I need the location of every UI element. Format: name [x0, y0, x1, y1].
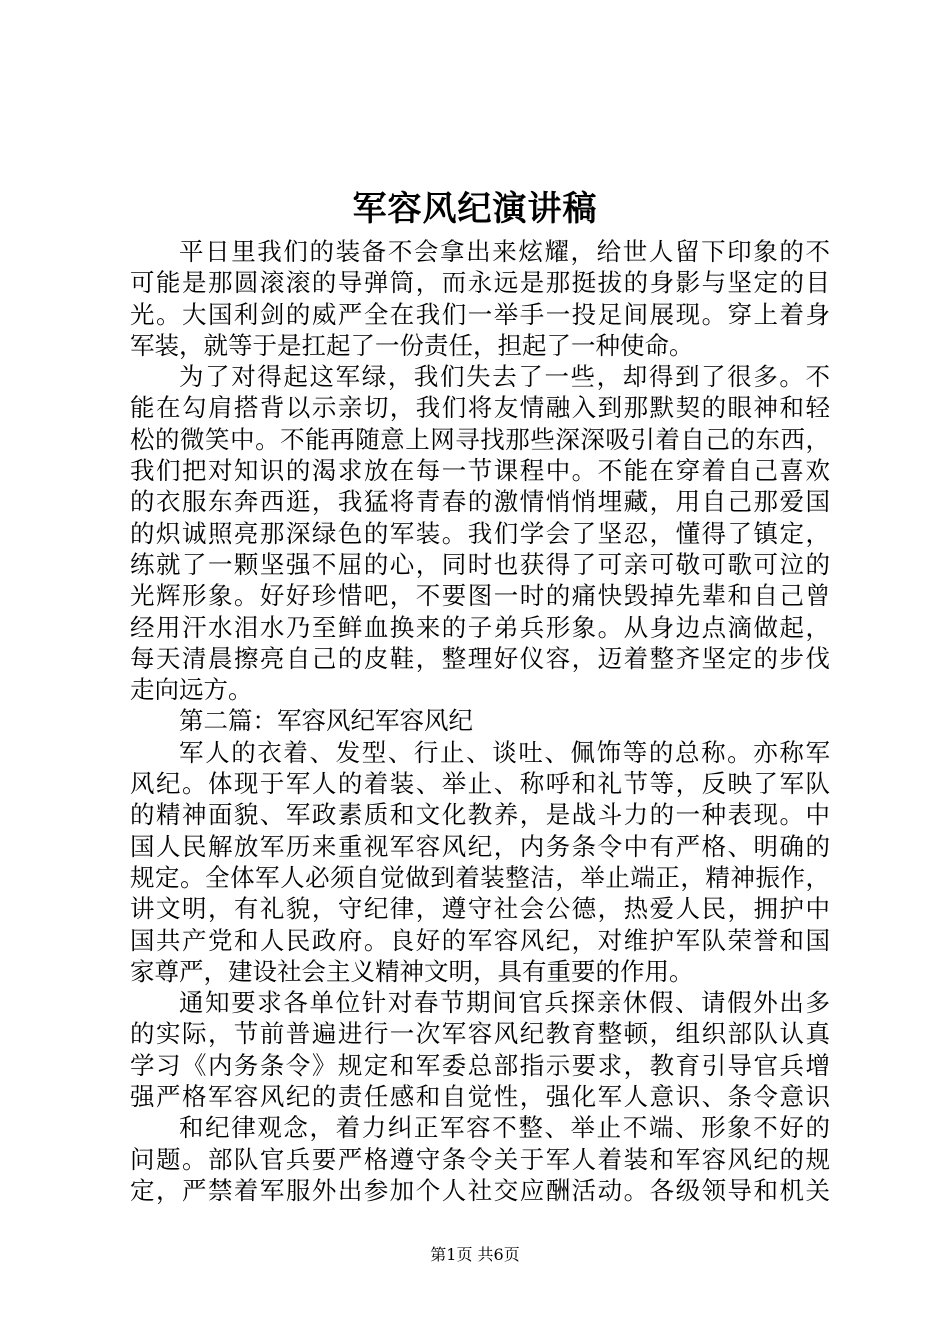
text-line: 讲文明，有礼貌，守纪律，遵守社会公德，热爱人民，拥护中 [130, 894, 830, 924]
text-line: 为了对得起这军绿，我们失去了一些，却得到了很多。不 [179, 362, 830, 392]
text-line: 家尊严，建设社会主义精神文明，具有重要的作用。 [130, 956, 694, 986]
text-line: 我们把对知识的渴求放在每一节课程中。不能在穿着自己喜欢 [130, 456, 830, 486]
text-line: 军装，就等于是扛起了一份责任，担起了一种使命。 [130, 330, 694, 360]
text-line: 光辉形象。好好珍惜吧，不要图一时的痛快毁掉先辈和自己曾 [130, 581, 830, 611]
text-line: 第二篇：军容风纪军容风纪 [179, 706, 473, 736]
text-line: 学习《内务条令》规定和军委总部指示要求，教育引导官兵增 [130, 1050, 830, 1080]
text-line: 风纪。体现于军人的着装、举止、称呼和礼节等，反映了军队 [130, 769, 830, 799]
text-line: 每天清晨擦亮自己的皮鞋，整理好仪容，迈着整齐坚定的步伐 [130, 643, 830, 673]
text-line: 走向远方。 [130, 675, 253, 705]
text-line: 可能是那圆滚滚的导弹筒，而永远是那挺拔的身影与坚定的目 [130, 268, 830, 298]
text-line: 问题。部队官兵要严格遵守条令关于军人着装和军容风纪的规 [130, 1144, 830, 1174]
document-body [130, 236, 830, 1206]
text-line: 强严格军容风纪的责任感和自觉性，强化军人意识、条令意识 [130, 1082, 830, 1112]
text-line: 通知要求各单位针对春节期间官兵探亲休假、请假外出多 [179, 988, 830, 1018]
text-line: 的衣服东奔西逛，我猛将青春的激情悄悄埋藏，用自己那爱国 [130, 487, 830, 517]
page-footer: 第1页 共6页 [430, 1245, 520, 1264]
document-title: 军容风纪演讲稿 [352, 189, 598, 229]
text-line: 光。大国利剑的威严全在我们一举手一投足间展现。穿上着身 [130, 299, 830, 329]
text-line: 经用汗水泪水乃至鲜血换来的子弟兵形象。从身边点滴做起， [130, 612, 830, 642]
text-line: 能在勾肩搭背以示亲切，我们将友情融入到那默契的眼神和轻 [130, 393, 830, 423]
text-line: 平日里我们的装备不会拿出来炫耀，给世人留下印象的不 [179, 237, 830, 266]
text-line: 和纪律观念，着力纠正军容不整、举止不端、形象不好的 [179, 1113, 830, 1143]
text-line: 的炽诚照亮那深绿色的军装。我们学会了坚忍，懂得了镇定， [130, 518, 830, 548]
text-line: 的精神面貌、军政素质和文化教养，是战斗力的一种表现。中 [130, 800, 830, 830]
text-line: 练就了一颗坚强不屈的心，同时也获得了可亲可敬可歌可泣的 [130, 549, 830, 579]
text-line: 国共产党和人民政府。良好的军容风纪，对维护军队荣誉和国 [130, 925, 830, 955]
text-line: 军人的衣着、发型、行止、谈吐、佩饰等的总称。亦称军 [179, 737, 830, 767]
text-line: 松的微笑中。不能再随意上网寻找那些深深吸引着自己的东西， [130, 424, 830, 454]
text-line: 规定。全体军人必须自觉做到着装整洁，举止端正，精神振作， [130, 862, 830, 892]
text-line: 国人民解放军历来重视军容风纪，内务条令中有严格、明确的 [130, 831, 830, 861]
text-line: 的实际，节前普遍进行一次军容风纪教育整顿，组织部队认真 [130, 1019, 830, 1049]
text-line: 定，严禁着军服外出参加个人社交应酬活动。各级领导和机关 [130, 1175, 830, 1205]
